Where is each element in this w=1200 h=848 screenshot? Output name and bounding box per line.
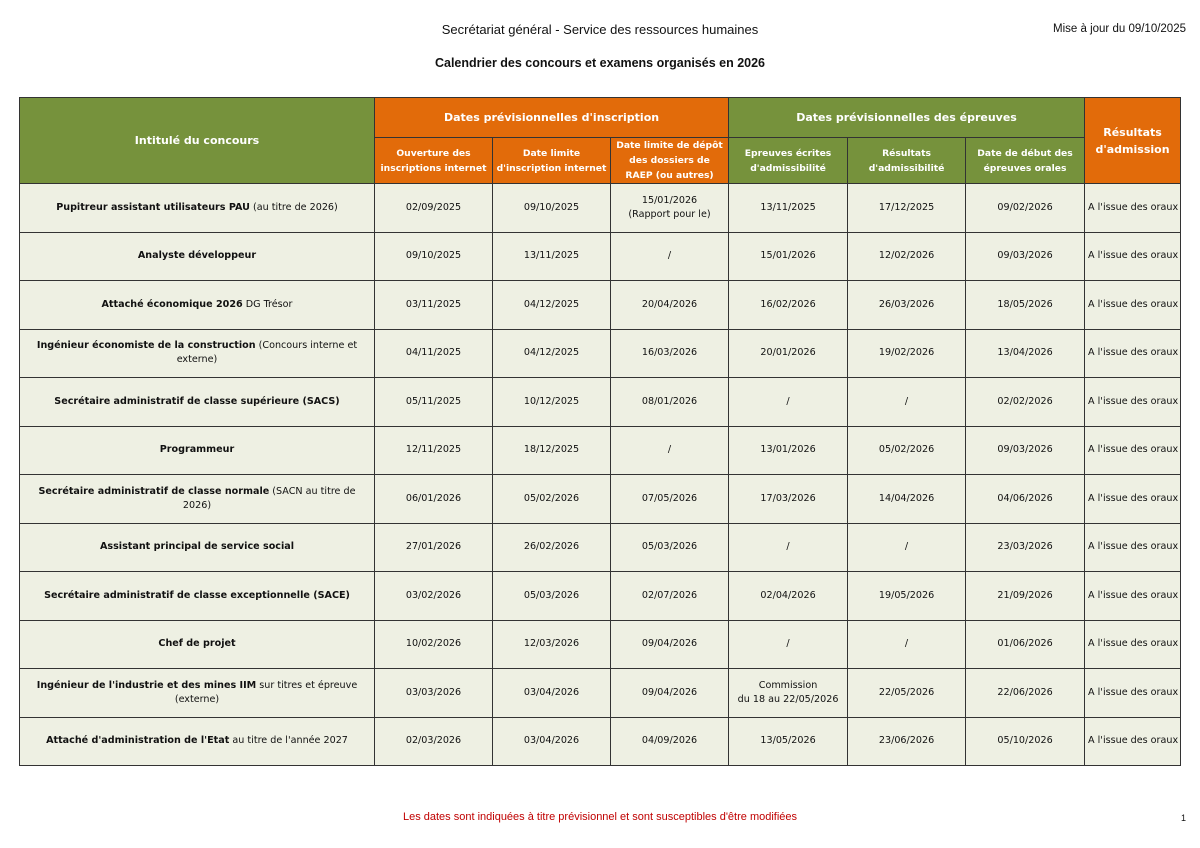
header-contest-name: Intitulé du concours [20, 98, 375, 184]
raep-deadline: 15/01/2026 [641, 194, 698, 206]
registration-deadline: 09/10/2025 [493, 184, 611, 233]
contest-name: Secrétaire administratif de classe exceptionnelle (SACE) [44, 589, 350, 601]
table-row [20, 620, 1181, 669]
admission-results: A l'issue des oraux [1085, 475, 1181, 524]
raep-deadline-cell [611, 329, 729, 378]
table-row [20, 523, 1181, 572]
registration-deadline: 12/03/2026 [493, 620, 611, 669]
opening-date: 10/02/2026 [375, 620, 493, 669]
admissibility-results: 22/05/2026 [848, 669, 966, 718]
registration-deadline: 26/02/2026 [493, 523, 611, 572]
raep-deadline: 09/04/2026 [641, 686, 698, 698]
registration-deadline: 05/02/2026 [493, 475, 611, 524]
raep-deadline: 09/04/2026 [641, 638, 698, 650]
contest-name: Pupitreur assistant utilisateurs PAU [56, 201, 250, 213]
admission-results: A l'issue des oraux [1085, 620, 1181, 669]
written-exam-date: 20/01/2026 [760, 347, 816, 359]
written-exam-cell [729, 717, 848, 766]
written-exam-cell [729, 426, 848, 475]
written-exam-date: 13/05/2026 [760, 735, 816, 747]
table-row [20, 329, 1181, 378]
opening-date: 06/01/2026 [375, 475, 493, 524]
contest-name: Analyste développeur [137, 250, 257, 262]
header-oral-start: Date de début des épreuves orales [966, 138, 1085, 184]
admission-results: A l'issue des oraux [1085, 378, 1181, 427]
opening-date: 05/11/2025 [375, 378, 493, 427]
written-exam-cell [729, 378, 848, 427]
contest-name-cell [20, 523, 375, 572]
department-heading: Secrétariat général - Service des ressources humaines [441, 22, 759, 37]
registration-deadline: 04/12/2025 [493, 329, 611, 378]
admissibility-results: 12/02/2026 [848, 232, 966, 281]
contest-name-cell [20, 184, 375, 233]
written-exam-cell [729, 184, 848, 233]
admissibility-results: / [848, 523, 966, 572]
contest-name-cell [20, 329, 375, 378]
oral-start-date: 13/04/2026 [966, 329, 1085, 378]
contest-name-cell [20, 281, 375, 330]
written-exam-note: du 18 au 22/05/2026 [737, 693, 839, 705]
contest-name-detail: (SACN au titre de 2026) [182, 485, 356, 511]
update-date: Mise à jour du 09/10/2025 [1053, 23, 1186, 35]
raep-deadline-cell [611, 475, 729, 524]
written-exam-cell [729, 523, 848, 572]
raep-deadline-cell [611, 523, 729, 572]
raep-deadline: 02/07/2026 [641, 589, 698, 601]
admissibility-results: 14/04/2026 [848, 475, 966, 524]
admissibility-results: 17/12/2025 [848, 184, 966, 233]
header-opening: Ouverture des inscriptions internet [375, 138, 493, 184]
contest-name: Assistant principal de service social [99, 541, 295, 553]
written-exam-date: 13/11/2025 [760, 201, 816, 213]
opening-date: 03/11/2025 [375, 281, 493, 330]
contest-name: Programmeur [159, 444, 235, 456]
written-exam-cell [729, 572, 848, 621]
written-exam-cell [729, 620, 848, 669]
oral-start-date: 18/05/2026 [966, 281, 1085, 330]
contest-name: Chef de projet [158, 638, 236, 650]
oral-start-date: 21/09/2026 [966, 572, 1085, 621]
admissibility-results: 23/06/2026 [848, 717, 966, 766]
raep-deadline: 04/09/2026 [641, 735, 698, 747]
contest-name-cell [20, 717, 375, 766]
admission-results: A l'issue des oraux [1085, 184, 1181, 233]
opening-date: 02/03/2026 [375, 717, 493, 766]
registration-deadline: 13/11/2025 [493, 232, 611, 281]
written-exam-date: 13/01/2026 [760, 444, 816, 456]
contest-name: Secrétaire administratif de classe supérieure (SACS) [54, 395, 340, 407]
written-exam-cell [729, 281, 848, 330]
raep-deadline: / [667, 250, 672, 262]
written-exam-date: 02/04/2026 [760, 589, 816, 601]
written-exam-date: 16/02/2026 [760, 298, 816, 310]
raep-deadline-cell [611, 281, 729, 330]
raep-deadline-cell [611, 620, 729, 669]
contest-name-cell [20, 426, 375, 475]
table-row [20, 572, 1181, 621]
written-exam-date: / [786, 395, 790, 407]
contest-name-detail: (au titre de 2026) [249, 201, 338, 213]
registration-deadline: 18/12/2025 [493, 426, 611, 475]
opening-date: 04/11/2025 [375, 329, 493, 378]
table-row [20, 717, 1181, 766]
raep-deadline: 16/03/2026 [641, 347, 698, 359]
registration-deadline: 03/04/2026 [493, 669, 611, 718]
oral-start-date: 02/02/2026 [966, 378, 1085, 427]
raep-deadline-cell [611, 669, 729, 718]
contest-name-cell [20, 378, 375, 427]
written-exam-date: 17/03/2026 [760, 492, 816, 504]
header-written-exams: Epreuves écrites d'admissibilité [729, 138, 848, 184]
admission-results: A l'issue des oraux [1085, 232, 1181, 281]
footer-disclaimer: Les dates sont indiquées à titre prévisionnel et sont susceptibles d'être modifiées [402, 811, 798, 823]
header-admissibility-results: Résultats d'admissibilité [848, 138, 966, 184]
oral-start-date: 23/03/2026 [966, 523, 1085, 572]
registration-deadline: 10/12/2025 [493, 378, 611, 427]
written-exam-date: Commission [758, 679, 818, 691]
admission-results: A l'issue des oraux [1085, 572, 1181, 621]
contest-name: Attaché d'administration de l'Etat [46, 735, 230, 747]
contest-name-cell [20, 669, 375, 718]
oral-start-date: 01/06/2026 [966, 620, 1085, 669]
table-row [20, 184, 1181, 233]
contest-name: Ingénieur de l'industrie et des mines IIM [36, 679, 257, 691]
header-group-inscription: Dates prévisionnelles d'inscription [375, 98, 729, 138]
admissibility-results: 19/05/2026 [848, 572, 966, 621]
admission-results: A l'issue des oraux [1085, 717, 1181, 766]
raep-deadline-cell [611, 717, 729, 766]
raep-deadline-cell [611, 184, 729, 233]
admissibility-results: / [848, 620, 966, 669]
opening-date: 09/10/2025 [375, 232, 493, 281]
registration-deadline: 05/03/2026 [493, 572, 611, 621]
header-admission-results: Résultats d'admission [1085, 98, 1181, 184]
table-row [20, 232, 1181, 281]
raep-deadline: 08/01/2026 [641, 395, 698, 407]
table-row [20, 281, 1181, 330]
header-raep-deadline: Date limite de dépôt des dossiers de RAEP (ou autres) [611, 138, 729, 184]
admission-results: A l'issue des oraux [1085, 669, 1181, 718]
contest-name-cell [20, 572, 375, 621]
admission-results: A l'issue des oraux [1085, 523, 1181, 572]
table-row [20, 669, 1181, 718]
contest-name: Attaché économique 2026 [101, 298, 243, 310]
oral-start-date: 09/03/2026 [966, 232, 1085, 281]
registration-deadline: 04/12/2025 [493, 281, 611, 330]
opening-date: 03/02/2026 [375, 572, 493, 621]
contest-name: Ingénieur économiste de la construction [36, 340, 256, 352]
table-body [20, 184, 1181, 766]
contest-name-cell [20, 620, 375, 669]
raep-deadline: 07/05/2026 [641, 492, 698, 504]
page-number: 1 [1180, 813, 1186, 823]
opening-date: 12/11/2025 [375, 426, 493, 475]
raep-deadline-cell [611, 378, 729, 427]
oral-start-date: 09/03/2026 [966, 426, 1085, 475]
raep-deadline: / [667, 444, 672, 456]
raep-deadline-cell [611, 426, 729, 475]
raep-deadline-cell [611, 572, 729, 621]
table-row [20, 475, 1181, 524]
admissibility-results: 05/02/2026 [848, 426, 966, 475]
written-exam-cell [729, 669, 848, 718]
contest-name-cell [20, 475, 375, 524]
written-exam-cell [729, 329, 848, 378]
written-exam-cell [729, 232, 848, 281]
admissibility-results: 26/03/2026 [848, 281, 966, 330]
admission-results: A l'issue des oraux [1085, 281, 1181, 330]
admissibility-results: 19/02/2026 [848, 329, 966, 378]
document-title: Calendrier des concours et examens organisés en 2026 [434, 56, 765, 70]
oral-start-date: 09/02/2026 [966, 184, 1085, 233]
admission-results: A l'issue des oraux [1085, 426, 1181, 475]
contest-name-detail: au titre de l'année 2027 [229, 735, 348, 747]
table-row [20, 426, 1181, 475]
header-deadline: Date limite d'inscription internet [493, 138, 611, 184]
written-exam-date: 15/01/2026 [760, 250, 816, 262]
contest-name-cell [20, 232, 375, 281]
oral-start-date: 22/06/2026 [966, 669, 1085, 718]
raep-deadline: 05/03/2026 [641, 541, 698, 553]
table-row [20, 378, 1181, 427]
raep-note: (Rapport pour le) [628, 208, 711, 220]
contest-name-detail: sur titres et épreuve (externe) [174, 679, 358, 705]
admission-results: A l'issue des oraux [1085, 329, 1181, 378]
oral-start-date: 05/10/2026 [966, 717, 1085, 766]
opening-date: 03/03/2026 [375, 669, 493, 718]
written-exam-cell [729, 475, 848, 524]
written-exam-date: / [786, 541, 790, 553]
opening-date: 27/01/2026 [375, 523, 493, 572]
header-group-epreuves: Dates prévisionnelles des épreuves [729, 98, 1085, 138]
registration-deadline: 03/04/2026 [493, 717, 611, 766]
admissibility-results: / [848, 378, 966, 427]
opening-date: 02/09/2025 [375, 184, 493, 233]
written-exam-date: / [786, 638, 790, 650]
exam-calendar-table [19, 97, 1181, 766]
contest-name-detail: DG Trésor [242, 298, 293, 310]
oral-start-date: 04/06/2026 [966, 475, 1085, 524]
contest-name: Secrétaire administratif de classe normale [38, 485, 270, 497]
raep-deadline-cell [611, 232, 729, 281]
contest-name-detail: (Concours interne et externe) [176, 340, 358, 366]
raep-deadline: 20/04/2026 [641, 298, 698, 310]
